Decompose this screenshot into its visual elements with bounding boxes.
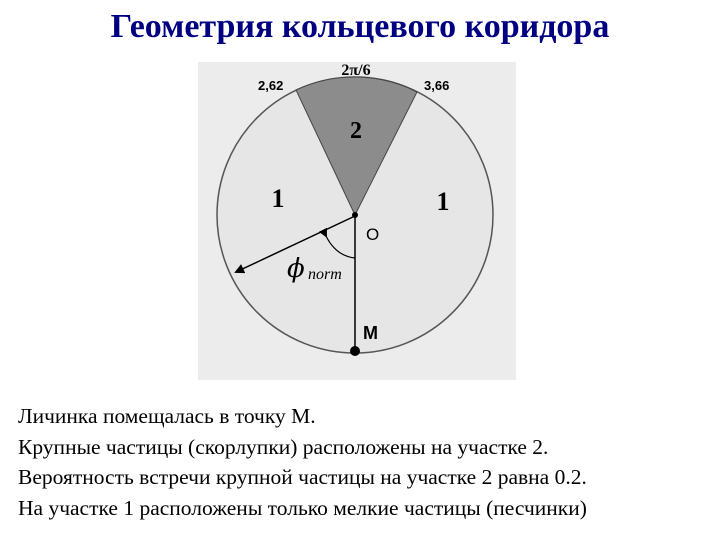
zone-1-left-label: 1	[271, 184, 285, 213]
caption-line-1: Личинка помещалась в точку М.	[18, 404, 316, 428]
caption-line-4: На участке 1 расположены только мелкие частицы (песчинки)	[18, 495, 587, 520]
point-m-label: M	[363, 323, 378, 343]
caption-line-2: Крупные частицы (скорлупки) расположены на участке 2.	[18, 434, 549, 459]
center-o-label: O	[366, 225, 380, 244]
caption-text	[18, 401, 718, 523]
zone-1-right-label: 1	[436, 187, 450, 216]
phi-subscript: norm	[308, 266, 342, 283]
phi-symbol: ϕ	[287, 254, 305, 284]
point-m	[350, 346, 360, 356]
caption-line-3: Вероятность встречи крупной частицы на участке 2 равна 0.2.	[18, 465, 587, 489]
slide-title: Геометрия кольцевого коридора	[110, 8, 610, 45]
sector-2-label: 2	[350, 118, 362, 144]
right-angle-label: 3,66	[424, 78, 450, 93]
left-angle-label: 2,62	[258, 78, 284, 93]
center-point	[352, 212, 358, 218]
top-angle-label: 2π/6	[341, 62, 371, 79]
